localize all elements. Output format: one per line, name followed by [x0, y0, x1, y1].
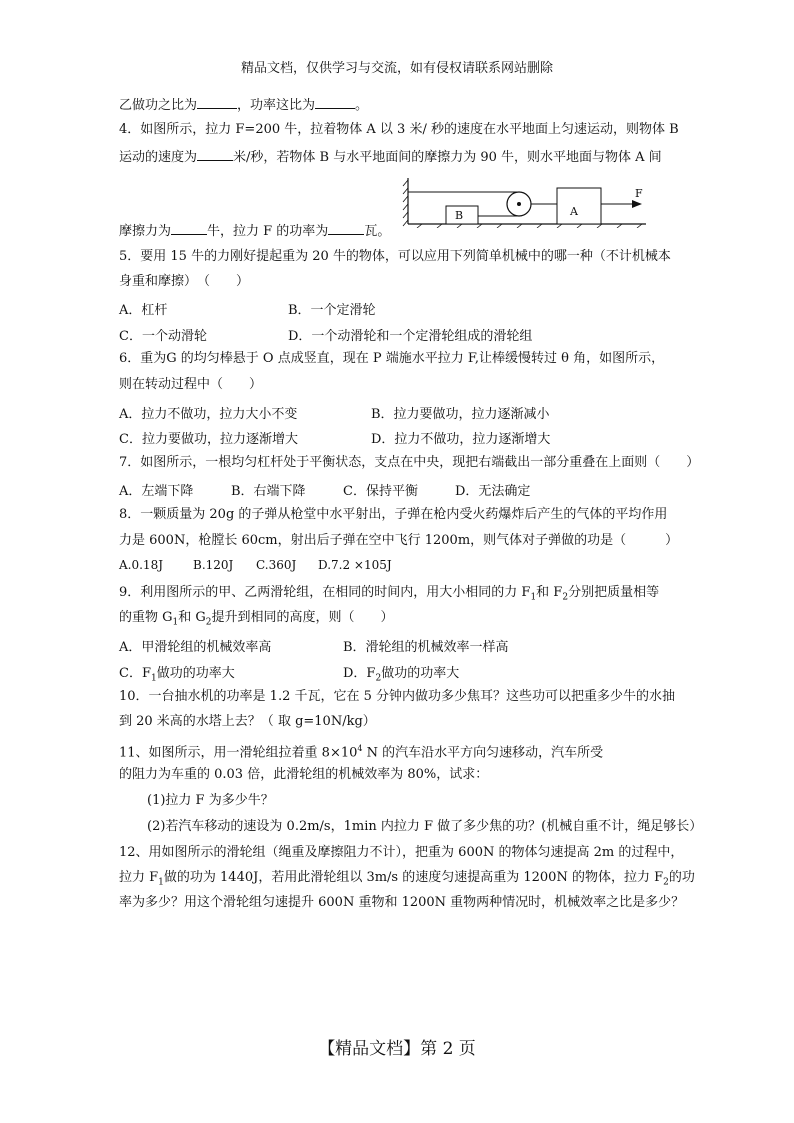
- q4-text: 运动的速度为: [119, 150, 198, 165]
- force-arrow: [632, 200, 642, 208]
- q9-text: 分别把质量相等: [568, 585, 660, 600]
- q9-option-b[interactable]: B．滑轮组的机械效率一样高: [343, 640, 509, 655]
- superscript: 4: [357, 744, 363, 753]
- q6-option-a[interactable]: A．拉力不做功，拉力大小不变: [119, 407, 298, 422]
- answer-blank[interactable]: [171, 221, 207, 235]
- q4-text: 米/秒，若物体 B 与水平地面间的摩擦力为 90 牛，则水平地面与物体 A 间: [233, 150, 662, 165]
- q7-option-d[interactable]: D．无法确定: [455, 484, 531, 499]
- q4-text: 瓦。: [364, 224, 391, 239]
- option-text: 做功的功率大: [381, 666, 460, 681]
- q12-line3: 率为多少？用这个滑轮组匀速提升 600N 重物和 1200N 重物两种情况时，机械效率之比是多少？: [119, 895, 685, 910]
- block-a: [557, 188, 601, 224]
- q4-text: 牛，拉力 F 的功率为: [207, 224, 329, 239]
- q5-option-c[interactable]: C．一个动滑轮: [119, 329, 207, 344]
- subscript: 1: [530, 592, 537, 603]
- q7-option-a[interactable]: A．左端下降: [119, 484, 194, 499]
- q11-line1: [119, 740, 603, 762]
- q4-line1: 4．如图所示，拉力 F=200 牛，拉着物体 A 以 3 米/ 秒的速度在水平地面上匀速运动，则物体 B: [119, 122, 679, 137]
- q3-text-a: 乙做功之比为: [119, 98, 198, 113]
- q12-text: 拉力 F: [119, 870, 159, 885]
- subscript: 1: [172, 617, 179, 628]
- subscript: 2: [205, 617, 212, 628]
- q9-option-a[interactable]: A．甲滑轮组的机械效率高: [119, 640, 272, 655]
- answer-blank[interactable]: [197, 147, 233, 161]
- q5-line1: 5．要用 15 牛的力刚好提起重为 20 牛的物体，可以应用下列简单机械中的哪一种（不计机械本: [119, 249, 671, 264]
- q4-text: 摩擦力为: [119, 224, 172, 239]
- q5-line2: 身重和摩擦） （ ）: [119, 274, 250, 289]
- q7-line1: 7．如图所示，一根均匀杠杆处于平衡状态，支点在中央，现把右端截出一部分重叠在上面则（ ）: [119, 455, 700, 470]
- subscript: 2: [663, 877, 669, 888]
- subscript: 1: [150, 673, 157, 684]
- q11-text: N 的汽车沿水平方向匀速移动，汽车所受: [362, 745, 604, 761]
- q9-text: 和 F: [536, 585, 563, 600]
- answer-blank[interactable]: [197, 95, 237, 109]
- q9-text: 提升到相同的高度，则（ ）: [211, 610, 394, 625]
- label-b: B: [455, 209, 464, 222]
- q9-option-d[interactable]: [343, 662, 459, 684]
- q8-option-c[interactable]: C.360J: [256, 558, 297, 572]
- q8-option-b[interactable]: B.120J: [193, 558, 234, 572]
- q9-line1: [119, 584, 659, 607]
- subscript: 1: [158, 877, 164, 888]
- q6-line1: 6．重为G 的均匀棒悬于 O 点成竖直，现在 P 端施水平拉力 F,让棒缓慢转过 θ 角，如图所示，: [119, 351, 665, 366]
- q9-text: 和 G: [178, 610, 206, 625]
- q8-line1: 8．一颗质量为 20g 的子弹从枪堂中水平射出，子弹在枪内受火药爆炸后产生的气体的平均作用: [119, 507, 668, 522]
- q12-line1: 12、用如图所示的滑轮组（绳重及摩擦阻力不计），把重为 600N 的物体匀速提高 2m 的过程中，: [119, 845, 684, 860]
- q12-text: 的功: [668, 870, 695, 885]
- q9-option-c[interactable]: [119, 662, 235, 684]
- q12-text: 做的功为 1440J，若用此滑轮组以 3m/s 的速度匀速提高重为 1200N 的物体，拉力 F: [163, 870, 664, 885]
- q9-text: 9．利用图所示的甲、乙两滑轮组，在相同的时间内，用大小相同的力 F: [119, 585, 531, 600]
- q8-line2: 力是 600N，枪膛长 60cm，射出后子弹在空中飞行 1200m，则气体对子弹做的功是（ ）: [119, 533, 679, 548]
- q8-option-a[interactable]: A.0.18J: [119, 558, 164, 572]
- q10-line1: 10．一台抽水机的功率是 1.2 千瓦，它在 5 分钟内做功多少焦耳？这些功可以把重多少牛的水抽: [119, 689, 676, 704]
- q10-line2: 到 20 米高的水塔上去？（ 取 g=10N/kg）: [119, 714, 376, 729]
- pulley-diagram: [402, 176, 652, 228]
- q4-line2: [119, 147, 662, 167]
- option-text: C．F: [119, 666, 151, 681]
- q3-text-b: ，功率这比为: [237, 98, 316, 113]
- q5-option-d[interactable]: D．一个动滑轮和一个定滑轮组成的滑轮组: [288, 329, 533, 344]
- page-header: 精品文档，仅供学习与交流，如有侵权请联系网站删除: [240, 61, 553, 76]
- q7-option-c[interactable]: C．保持平衡: [343, 484, 418, 499]
- q5-option-a[interactable]: A．杠杆: [119, 303, 168, 318]
- label-a: A: [570, 205, 578, 218]
- q6-line2: 则在转动过程中（ ）: [119, 377, 263, 392]
- option-text: D．F: [343, 666, 376, 681]
- q9-text: 的重物 G: [119, 610, 173, 625]
- subscript: 2: [375, 673, 382, 684]
- q11-sub1: (1)拉力 F 为多少牛？: [147, 793, 274, 808]
- answer-blank[interactable]: [328, 221, 364, 235]
- q12-line2: [119, 869, 695, 892]
- q3-text-c: 。: [355, 98, 369, 113]
- q6-option-b[interactable]: B．拉力要做功，拉力逐渐减小: [371, 407, 550, 422]
- page-footer: 【精品文档】第 2 页: [318, 1039, 476, 1059]
- q11-line2: 的阻力为车重的 0.03 倍，此滑轮组的机械效率为 80%，试求：: [119, 767, 489, 782]
- q6-option-c[interactable]: C．拉力要做功，拉力逐渐增大: [119, 432, 298, 447]
- q7-option-b[interactable]: B．右端下降: [231, 484, 306, 499]
- q3-tail: [119, 95, 368, 115]
- q9-line2: [119, 609, 394, 632]
- q4-line3: [119, 221, 390, 241]
- q8-option-d[interactable]: D.7.2 ×105J: [318, 558, 392, 572]
- label-f: F: [635, 187, 643, 200]
- q11-sub2: (2)若汽车移动的速设为 0.2m/s，1min 内拉力 F 做了多少焦的功？(机械自重不计，绳足够长）: [147, 819, 703, 834]
- q6-option-d[interactable]: D．拉力不做功，拉力逐渐增大: [371, 432, 551, 447]
- q5-option-b[interactable]: B．一个定滑轮: [288, 303, 376, 318]
- answer-blank[interactable]: [315, 95, 355, 109]
- q11-text: 11、如图所示，用一滑轮组拉着重 8×10: [119, 745, 358, 761]
- option-text: 做功的功率大: [156, 666, 235, 681]
- subscript: 2: [562, 592, 569, 603]
